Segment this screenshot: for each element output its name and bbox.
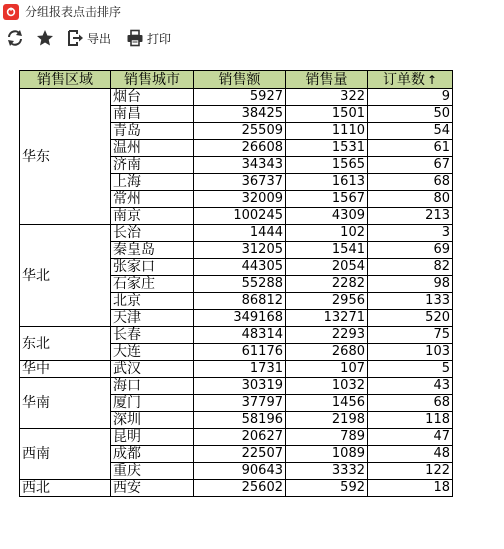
table-row xyxy=(20,480,453,497)
orders-cell: 18 xyxy=(368,480,453,497)
quantity-cell: 2956 xyxy=(286,293,368,310)
sales-report-table xyxy=(19,70,453,497)
amount-cell: 22507 xyxy=(194,446,286,463)
orders-cell: 69 xyxy=(368,242,453,259)
amount-cell: 31205 xyxy=(194,242,286,259)
city-cell: 深圳 xyxy=(111,412,194,429)
header-quantity[interactable]: 销售量 xyxy=(286,71,368,89)
city-cell: 长春 xyxy=(111,327,194,344)
orders-cell: 54 xyxy=(368,123,453,140)
table-row xyxy=(20,89,453,106)
amount-cell: 90643 xyxy=(194,463,286,480)
city-cell: 张家口 xyxy=(111,259,194,276)
orders-cell: 9 xyxy=(368,89,453,106)
amount-cell: 20627 xyxy=(194,429,286,446)
sort-ascending-icon: ↑ xyxy=(426,72,438,87)
quantity-cell: 789 xyxy=(286,429,368,446)
city-cell: 上海 xyxy=(111,174,194,191)
orders-cell: 213 xyxy=(368,208,453,225)
amount-cell: 1444 xyxy=(194,225,286,242)
orders-cell: 68 xyxy=(368,395,453,412)
orders-cell: 48 xyxy=(368,446,453,463)
city-cell: 温州 xyxy=(111,140,194,157)
amount-cell: 61176 xyxy=(194,344,286,361)
quantity-cell: 1032 xyxy=(286,378,368,395)
amount-cell: 1731 xyxy=(194,361,286,378)
region-cell: 华北 xyxy=(20,225,111,327)
header-orders[interactable]: 订单数 ↑ xyxy=(368,71,453,89)
orders-cell: 80 xyxy=(368,191,453,208)
amount-cell: 38425 xyxy=(194,106,286,123)
orders-cell: 43 xyxy=(368,378,453,395)
quantity-cell: 102 xyxy=(286,225,368,242)
orders-cell: 133 xyxy=(368,293,453,310)
region-cell: 东北 xyxy=(20,327,111,361)
header-city[interactable]: 销售城市 xyxy=(111,71,194,89)
city-cell: 青岛 xyxy=(111,123,194,140)
quantity-cell: 1541 xyxy=(286,242,368,259)
region-cell: 西南 xyxy=(20,429,111,480)
quantity-cell: 107 xyxy=(286,361,368,378)
print-button[interactable] xyxy=(126,26,171,50)
quantity-cell: 1089 xyxy=(286,446,368,463)
table-row xyxy=(20,327,453,344)
quantity-cell: 2054 xyxy=(286,259,368,276)
table-body xyxy=(20,89,453,497)
region-cell: 华南 xyxy=(20,378,111,429)
amount-cell: 32009 xyxy=(194,191,286,208)
printer-icon xyxy=(126,29,144,47)
amount-cell: 86812 xyxy=(194,293,286,310)
quantity-cell: 1501 xyxy=(286,106,368,123)
region-cell: 华东 xyxy=(20,89,111,225)
city-cell: 秦皇岛 xyxy=(111,242,194,259)
quantity-cell: 4309 xyxy=(286,208,368,225)
table-row xyxy=(20,429,453,446)
amount-cell: 55288 xyxy=(194,276,286,293)
quantity-cell: 592 xyxy=(286,480,368,497)
quantity-cell: 1567 xyxy=(286,191,368,208)
quantity-cell: 3332 xyxy=(286,463,368,480)
export-button[interactable] xyxy=(66,26,111,50)
city-cell: 武汉 xyxy=(111,361,194,378)
city-cell: 昆明 xyxy=(111,429,194,446)
amount-cell: 349168 xyxy=(194,310,286,327)
amount-cell: 5927 xyxy=(194,89,286,106)
orders-cell: 5 xyxy=(368,361,453,378)
star-icon xyxy=(36,29,54,47)
quantity-cell: 1565 xyxy=(286,157,368,174)
export-label: 导出 xyxy=(87,31,112,46)
quantity-cell: 2198 xyxy=(286,412,368,429)
quantity-cell: 2293 xyxy=(286,327,368,344)
orders-cell: 67 xyxy=(368,157,453,174)
orders-cell: 3 xyxy=(368,225,453,242)
amount-cell: 37797 xyxy=(194,395,286,412)
quantity-cell: 1110 xyxy=(286,123,368,140)
window-title: 分组报表点击排序 xyxy=(25,5,122,19)
region-cell: 西北 xyxy=(20,480,111,497)
city-cell: 厦门 xyxy=(111,395,194,412)
print-label: 打印 xyxy=(147,31,172,46)
app-logo-icon xyxy=(3,4,19,20)
city-cell: 长治 xyxy=(111,225,194,242)
orders-cell: 520 xyxy=(368,310,453,327)
table-row xyxy=(20,361,453,378)
amount-cell: 58196 xyxy=(194,412,286,429)
orders-cell: 50 xyxy=(368,106,453,123)
amount-cell: 34343 xyxy=(194,157,286,174)
orders-cell: 122 xyxy=(368,463,453,480)
city-cell: 成都 xyxy=(111,446,194,463)
city-cell: 济南 xyxy=(111,157,194,174)
region-cell: 华中 xyxy=(20,361,111,378)
amount-cell: 25602 xyxy=(194,480,286,497)
quantity-cell: 1531 xyxy=(286,140,368,157)
export-icon xyxy=(66,29,84,47)
city-cell: 西安 xyxy=(111,480,194,497)
orders-cell: 68 xyxy=(368,174,453,191)
city-cell: 重庆 xyxy=(111,463,194,480)
city-cell: 天津 xyxy=(111,310,194,327)
favorite-button[interactable] xyxy=(36,26,54,50)
amount-cell: 36737 xyxy=(194,174,286,191)
city-cell: 北京 xyxy=(111,293,194,310)
refresh-icon xyxy=(6,29,24,47)
amount-cell: 30319 xyxy=(194,378,286,395)
orders-cell: 98 xyxy=(368,276,453,293)
header-region[interactable]: 销售区域 xyxy=(20,71,111,89)
refresh-button[interactable] xyxy=(6,26,24,50)
table-header-row xyxy=(20,71,453,89)
amount-cell: 25509 xyxy=(194,123,286,140)
orders-cell: 118 xyxy=(368,412,453,429)
quantity-cell: 1613 xyxy=(286,174,368,191)
city-cell: 烟台 xyxy=(111,89,194,106)
orders-cell: 47 xyxy=(368,429,453,446)
title-bar xyxy=(0,0,504,24)
orders-cell: 82 xyxy=(368,259,453,276)
orders-cell: 61 xyxy=(368,140,453,157)
amount-cell: 100245 xyxy=(194,208,286,225)
table-row xyxy=(20,225,453,242)
city-cell: 南京 xyxy=(111,208,194,225)
table-row xyxy=(20,378,453,395)
orders-cell: 103 xyxy=(368,344,453,361)
city-cell: 常州 xyxy=(111,191,194,208)
amount-cell: 44305 xyxy=(194,259,286,276)
quantity-cell: 2282 xyxy=(286,276,368,293)
city-cell: 海口 xyxy=(111,378,194,395)
quantity-cell: 2680 xyxy=(286,344,368,361)
orders-cell: 75 xyxy=(368,327,453,344)
city-cell: 大连 xyxy=(111,344,194,361)
amount-cell: 26608 xyxy=(194,140,286,157)
quantity-cell: 1456 xyxy=(286,395,368,412)
quantity-cell: 322 xyxy=(286,89,368,106)
city-cell: 石家庄 xyxy=(111,276,194,293)
quantity-cell: 13271 xyxy=(286,310,368,327)
toolbar xyxy=(0,26,504,52)
header-amount[interactable]: 销售额 xyxy=(194,71,286,89)
amount-cell: 48314 xyxy=(194,327,286,344)
city-cell: 南昌 xyxy=(111,106,194,123)
